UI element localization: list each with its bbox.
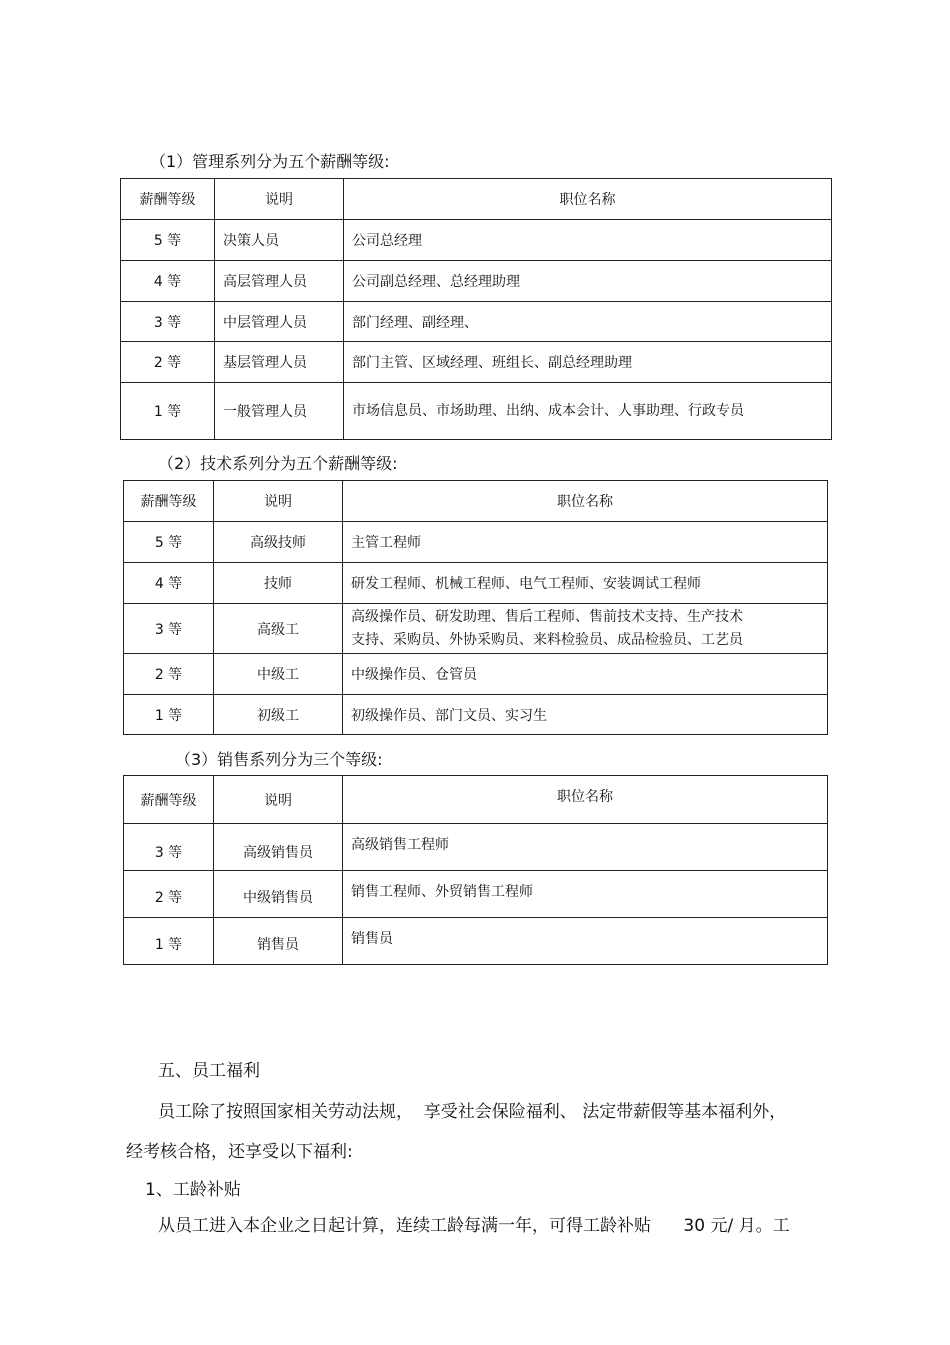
header-grade: 薪酬等级 bbox=[121, 179, 215, 220]
section3-caption: （3）销售系列分为三个等级: bbox=[175, 750, 383, 769]
grade-cell: 4 等 bbox=[124, 563, 214, 604]
desc-cell: 初级工 bbox=[214, 695, 343, 735]
desc-cell: 一般管理人员 bbox=[215, 383, 344, 440]
welfare-item-text: 从员工进入本企业之日起计算，连续工龄每满一年，可得工龄补贴 30 元/ 月。工 bbox=[158, 1216, 790, 1236]
section1-caption: （1）管理系列分为五个薪酬等级: bbox=[150, 152, 390, 171]
header-desc: 说明 bbox=[215, 179, 344, 220]
table-row bbox=[124, 871, 828, 918]
table-row bbox=[124, 522, 828, 563]
section2-caption: （2）技术系列分为五个薪酬等级: bbox=[158, 454, 398, 473]
table-header-row bbox=[121, 179, 832, 220]
desc-cell: 中层管理人员 bbox=[215, 302, 344, 342]
header-grade: 薪酬等级 bbox=[124, 481, 214, 522]
table-row bbox=[121, 220, 832, 261]
technical-salary-table bbox=[123, 480, 828, 735]
titles-cell: 主管工程师 bbox=[343, 522, 828, 563]
table-row bbox=[121, 383, 832, 440]
titles-cell: 研发工程师、机械工程师、电气工程师、安装调试工程师 bbox=[343, 563, 828, 604]
grade-cell: 2 等 bbox=[124, 654, 214, 695]
desc-cell: 决策人员 bbox=[215, 220, 344, 261]
desc-cell: 基层管理人员 bbox=[215, 342, 344, 383]
titles-cell: 中级操作员、仓管员 bbox=[343, 654, 828, 695]
table-row bbox=[124, 604, 828, 654]
grade-cell: 3 等 bbox=[124, 824, 214, 871]
header-titles: 职位名称 bbox=[344, 179, 832, 220]
table-header-row bbox=[124, 776, 828, 824]
table-row bbox=[121, 261, 832, 302]
sales-salary-table bbox=[123, 775, 828, 965]
table-row bbox=[121, 342, 832, 383]
desc-cell: 技师 bbox=[214, 563, 343, 604]
welfare-heading: 五、员工福利 bbox=[158, 1061, 260, 1081]
titles-cell: 部门经理、副经理、 bbox=[344, 302, 832, 342]
desc-cell: 高级销售员 bbox=[214, 824, 343, 871]
table-row bbox=[124, 695, 828, 735]
table-row bbox=[121, 302, 832, 342]
titles-cell: 销售工程师、外贸销售工程师 bbox=[343, 871, 828, 918]
desc-cell: 中级销售员 bbox=[214, 871, 343, 918]
grade-cell: 1 等 bbox=[121, 383, 215, 440]
grade-cell: 1 等 bbox=[124, 918, 214, 965]
header-titles: 职位名称 bbox=[343, 776, 828, 824]
welfare-paragraph-line: 经考核合格，还享受以下福利: bbox=[126, 1142, 353, 1162]
header-desc: 说明 bbox=[214, 481, 343, 522]
grade-cell: 3 等 bbox=[121, 302, 215, 342]
desc-cell: 高级技师 bbox=[214, 522, 343, 563]
header-titles: 职位名称 bbox=[343, 481, 828, 522]
grade-cell: 2 等 bbox=[124, 871, 214, 918]
table-row bbox=[124, 824, 828, 871]
welfare-item-title: 1、工龄补贴 bbox=[145, 1180, 241, 1200]
titles-cell: 公司总经理 bbox=[344, 220, 832, 261]
titles-cell bbox=[343, 604, 828, 654]
titles-cell: 市场信息员、市场助理、出纳、成本会计、人事助理、行政专员 bbox=[344, 383, 832, 440]
management-salary-table bbox=[120, 178, 832, 440]
grade-cell: 2 等 bbox=[121, 342, 215, 383]
header-desc: 说明 bbox=[214, 776, 343, 824]
titles-line: 高级操作员、研发助理、售后工程师、售前技术支持、生产技术 bbox=[351, 608, 743, 625]
titles-cell: 销售员 bbox=[343, 918, 828, 965]
grade-cell: 3 等 bbox=[124, 604, 214, 654]
table-row bbox=[124, 563, 828, 604]
table-row bbox=[124, 654, 828, 695]
grade-cell: 5 等 bbox=[124, 522, 214, 563]
desc-cell: 高级工 bbox=[214, 604, 343, 654]
grade-cell: 5 等 bbox=[121, 220, 215, 261]
desc-cell: 中级工 bbox=[214, 654, 343, 695]
titles-cell: 部门主管、区域经理、班组长、副总经理助理 bbox=[344, 342, 832, 383]
header-grade: 薪酬等级 bbox=[124, 776, 214, 824]
grade-cell: 1 等 bbox=[124, 695, 214, 735]
table-header-row bbox=[124, 481, 828, 522]
titles-line: 支持、采购员、外协采购员、来料检验员、成品检验员、工艺员 bbox=[351, 631, 743, 648]
desc-cell: 高层管理人员 bbox=[215, 261, 344, 302]
desc-cell: 销售员 bbox=[214, 918, 343, 965]
titles-cell: 高级销售工程师 bbox=[343, 824, 828, 871]
grade-cell: 4 等 bbox=[121, 261, 215, 302]
welfare-paragraph-line: 员工除了按照国家相关劳动法规， 享受社会保险福利、 法定带薪假等基本福利外， bbox=[158, 1102, 787, 1122]
table-row bbox=[124, 918, 828, 965]
titles-cell: 公司副总经理、总经理助理 bbox=[344, 261, 832, 302]
titles-cell: 初级操作员、部门文员、实习生 bbox=[343, 695, 828, 735]
